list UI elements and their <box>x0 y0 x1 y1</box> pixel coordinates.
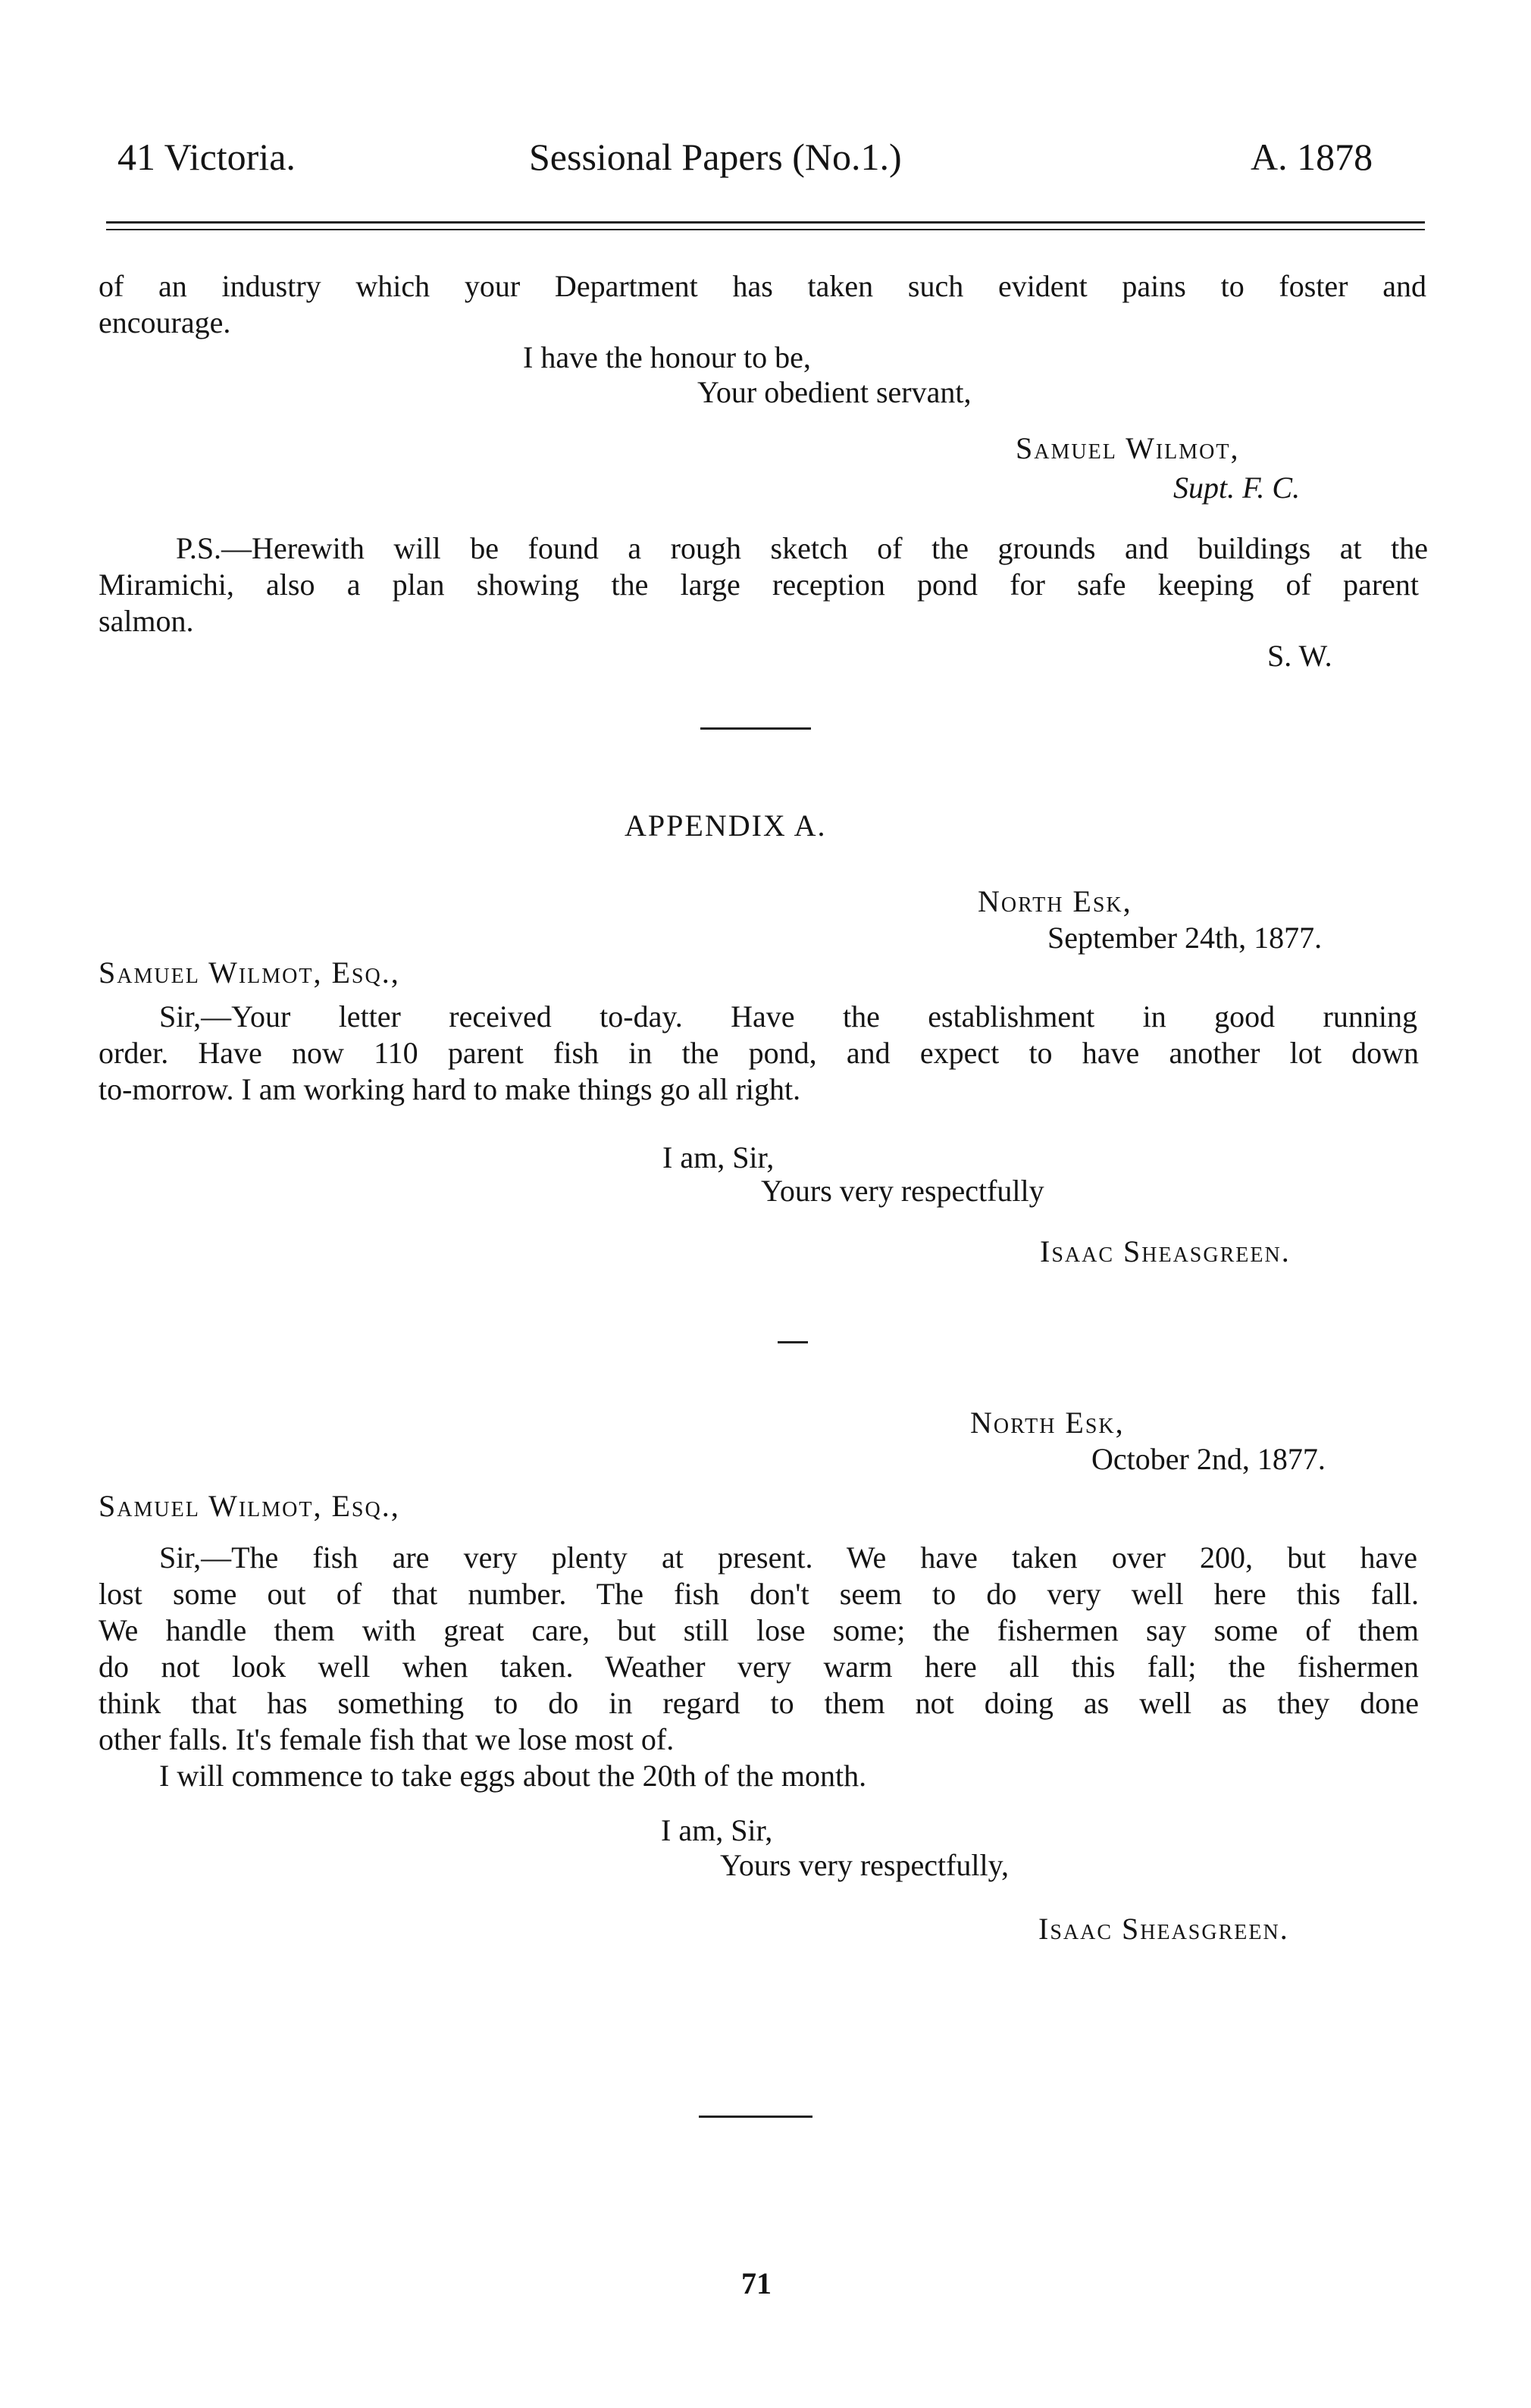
closing-divider <box>699 2116 812 2118</box>
letter2-line-1: Sir,—The fish are very plenty at present. We have taken over 200, but have <box>159 1540 1417 1575</box>
letter2-line-3: We handle them with great care, but still lose some; the fishermen say some of them <box>99 1613 1419 1647</box>
intro-signature-title: Supt. F. C. <box>1173 471 1301 505</box>
appendix-title: APPENDIX A. <box>625 808 827 843</box>
letter1-line-3: to-morrow. I am working hard to make things go all right. <box>99 1072 801 1106</box>
ps-initials: S. W. <box>1267 639 1332 673</box>
letter1-line-2: order. Have now 110 parent fish in the pond, and expect to have another lot down <box>99 1036 1419 1070</box>
letter1-closing-1: I am, Sir, <box>662 1140 775 1174</box>
letter2-place: North Esk, <box>970 1406 1125 1440</box>
header-volume: 41 Victoria. <box>117 136 296 178</box>
section-divider <box>700 727 811 730</box>
letter1-line-1: Sir,—Your letter received to-day. Have the establishment in good running <box>159 999 1417 1034</box>
ps-line-2: Miramichi, also a plan showing the large reception pond for safe keeping of parent <box>99 568 1419 602</box>
letter1-addressee: Samuel Wilmot, Esq., <box>99 955 400 990</box>
letter2-date: October 2nd, 1877. <box>1091 1442 1326 1476</box>
letter1-closing-2: Yours very respectfully <box>761 1174 1044 1208</box>
letter2-addressee: Samuel Wilmot, Esq., <box>99 1489 400 1523</box>
letter2-line-2: lost some out of that number. The fish don't seem to do very well here this fall. <box>99 1577 1419 1611</box>
ps-line-1: P.S.—Herewith will be found a rough sketch of the grounds and buildings at the <box>176 531 1428 565</box>
header-rule-secondary <box>106 229 1425 230</box>
letter2-line-7: I will commence to take eggs about the 20th of the month. <box>159 1759 867 1793</box>
letter1-date: September 24th, 1877. <box>1047 921 1323 955</box>
letter2-line-4: do not look well when taken. Weather very warm here all this fall; the fishermen <box>99 1650 1419 1684</box>
ps-line-3: salmon. <box>99 604 194 638</box>
letter2-signature: Isaac Sheasgreen. <box>1038 1912 1289 1946</box>
intro-closing-1: I have the honour to be, <box>523 340 811 374</box>
letter2-closing-1: I am, Sir, <box>661 1813 773 1847</box>
intro-line-2: encourage. <box>99 305 231 339</box>
letter2-line-5: think that has something to do in regard to them not doing as well as they done <box>99 1686 1419 1720</box>
letter2-line-6: other falls. It's female fish that we lose most of. <box>99 1722 675 1756</box>
letter2-closing-2: Yours very respectfully, <box>720 1848 1010 1882</box>
intro-line-1: of an industry which your Department has taken such evident pains to foster and <box>99 269 1426 303</box>
intro-closing-2: Your obedient servant, <box>697 375 972 409</box>
letter1-signature: Isaac Sheasgreen. <box>1040 1234 1291 1268</box>
header-title: Sessional Papers (No.1.) <box>529 136 902 178</box>
page-number: 71 <box>741 2266 772 2300</box>
header-year: A. 1878 <box>1251 136 1373 178</box>
header-rule <box>106 221 1425 224</box>
intro-signature-name: Samuel Wilmot, <box>1016 431 1240 465</box>
letter-divider <box>778 1341 808 1343</box>
letter1-place: North Esk, <box>978 884 1132 918</box>
